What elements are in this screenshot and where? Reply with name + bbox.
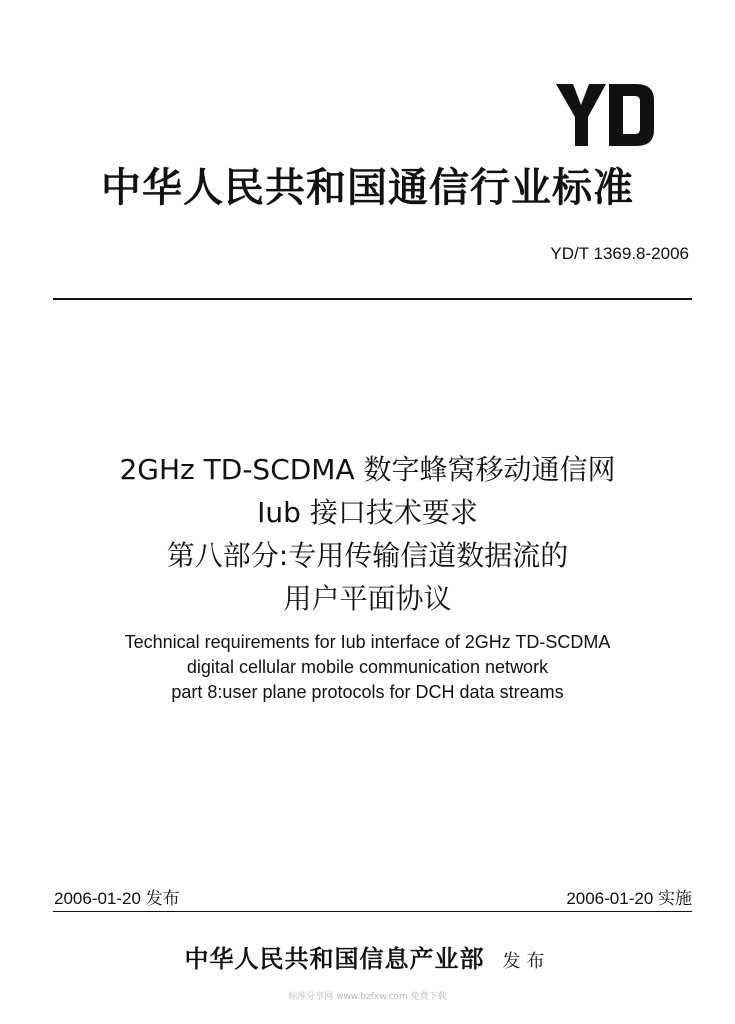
footer-divider — [53, 911, 692, 912]
header-divider — [53, 298, 692, 300]
watermark-text: 标准分享网 www.bzfxw.com 免费下载 — [288, 992, 447, 1002]
issuer-verb: 发布 — [502, 951, 551, 972]
standard-category-title: 中华人民共和国通信行业标准 — [101, 165, 634, 211]
yd-logo — [556, 84, 654, 146]
english-title-line-2: digital cellular mobile communication network — [186, 657, 549, 677]
chinese-title-line-4: 用户平面协议 — [283, 582, 452, 615]
issue-date: 2006-01-20 发布 — [54, 889, 180, 908]
issuer-name: 中华人民共和国信息产业部 — [184, 944, 485, 973]
english-title-line-3: part 8:user plane protocols for DCH data streams — [171, 682, 564, 702]
implementation-date: 2006-01-20 实施 — [566, 889, 692, 908]
english-title — [0, 630, 735, 705]
logo-letter-y — [556, 84, 606, 146]
english-title-line-1: Technical requirements for Iub interface of 2GHz TD-SCDMA — [124, 632, 611, 652]
issuer-line — [0, 942, 735, 979]
chinese-title-line-2: Iub 接口技术要求 — [257, 496, 478, 529]
chinese-title-line-1: 2GHz TD-SCDMA 数字蜂窝移动通信网 — [119, 453, 616, 486]
chinese-title — [0, 448, 735, 620]
standard-number: YD/T 1369.8-2006 — [550, 244, 689, 263]
chinese-title-line-3: 第八部分:专用传输信道数据流的 — [166, 539, 569, 572]
logo-letter-d — [609, 84, 654, 146]
